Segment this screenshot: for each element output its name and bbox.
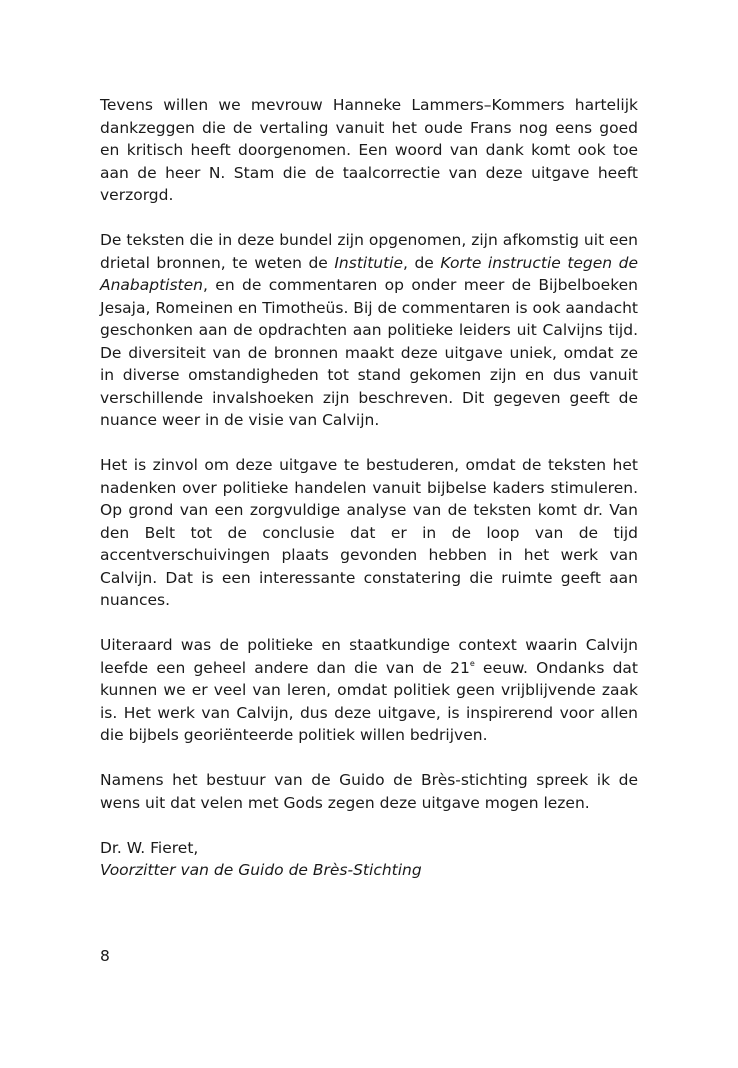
book-title-institutie: Institutie (334, 253, 404, 272)
paragraph-text: De teksten die in deze bundel zijn opgenomen, zijn afkomstig uit een drietal bronnen, te weten de (100, 231, 638, 272)
superscript-ordinal: e (469, 658, 475, 668)
paragraph-text: eeuw. Ondanks dat kunnen we er veel van leren, omdat politiek geen vrijblijvende zaak is. Het werk van Calvijn, dus deze uitgave, is inspirerend voor allen die bijbels georiënteerde politiek willen bedrijven. (100, 658, 638, 744)
signature-block (100, 837, 638, 882)
paragraph-text: Tevens willen we mevrouw Hanneke Lammers–Kommers hartelijk dankzeggen die de vertaling vanuit het oude Frans nog eens goed en kritisch heeft doorgenomen. Een woord van dank komt ook toe aan de heer N. Stam die de taalcorrectie van deze uitgave heeft verzorgd. (100, 96, 638, 204)
paragraph-text: , de (403, 253, 441, 272)
signature-name: Dr. W. Fieret, (100, 838, 199, 857)
paragraph-text: , en de commentaren op onder meer de Bijbelboeken Jesaja, Romeinen en Timotheüs. Bij de commentaren is ook aandacht geschonken aan de opdrachten aan politieke leiders uit Calvijns tijd. De diversiteit van de bronnen maakt deze uitgave uniek, omdat ze in diverse omstandigheden tot stand gekomen zijn en dus vanuit verschillende invalshoeken zijn beschreven. Dit gegeven geeft de nuance weer in de visie van Calvijn. (100, 276, 638, 429)
paragraph-study (100, 454, 638, 612)
paragraph-sources (100, 229, 638, 432)
paragraph-closing (100, 769, 638, 814)
page-body (100, 94, 638, 882)
signature-role: Voorzitter van de Guido de Brès-Stichting (100, 861, 422, 879)
paragraph-text: Uiteraard was de politieke en staatkundige context waarin Calvijn leefde een geheel andere dan die van de 21 (100, 636, 638, 677)
paragraph-text: Namens het bestuur van de Guido de Brès-stichting spreek ik de wens uit dat velen met Gods zegen deze uitgave mogen lezen. (100, 771, 638, 812)
book-title-korte-instructie: Korte instructie tegen de Anabaptisten (100, 253, 639, 294)
paragraph-context (100, 634, 638, 747)
paragraph-acknowledgement (100, 94, 638, 207)
paragraph-text: Het is zinvol om deze uitgave te bestuderen, omdat de teksten het nadenken over politieke handelen vanuit bijbelse kaders stimuleren. Op grond van een zorgvuldige analyse van de teksten komt dr. Van den Belt tot de conclusie dat er in de loop van de tijd accentverschuivingen plaats gevonden hebben in het werk van Calvijn. Dat is een interessante constatering die ruimte geeft aan nuances. (100, 456, 638, 609)
page-number: 8 (100, 947, 110, 965)
